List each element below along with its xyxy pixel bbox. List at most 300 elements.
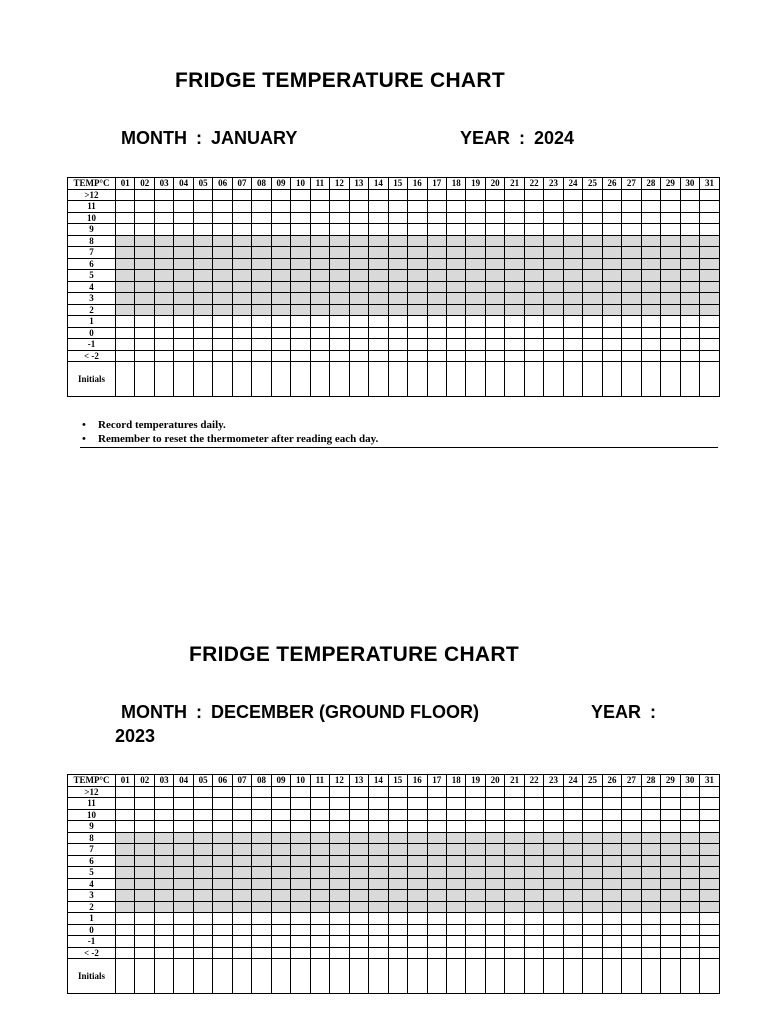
entry-cell[interactable] bbox=[232, 258, 251, 270]
entry-cell[interactable] bbox=[310, 844, 329, 856]
entry-cell[interactable] bbox=[446, 258, 465, 270]
entry-cell[interactable] bbox=[330, 936, 349, 948]
entry-cell[interactable] bbox=[232, 235, 251, 247]
entry-cell[interactable] bbox=[388, 913, 407, 925]
entry-cell[interactable] bbox=[193, 798, 212, 810]
entry-cell[interactable] bbox=[427, 821, 446, 833]
entry-cell[interactable] bbox=[193, 224, 212, 236]
entry-cell[interactable] bbox=[369, 936, 388, 948]
entry-cell[interactable] bbox=[485, 281, 504, 293]
entry-cell[interactable] bbox=[310, 890, 329, 902]
entry-cell[interactable] bbox=[252, 270, 271, 282]
entry-cell[interactable] bbox=[524, 304, 543, 316]
entry-cell[interactable] bbox=[252, 212, 271, 224]
entry-cell[interactable] bbox=[408, 890, 427, 902]
entry-cell[interactable] bbox=[505, 247, 524, 259]
entry-cell[interactable] bbox=[505, 350, 524, 362]
entry-cell[interactable] bbox=[466, 281, 485, 293]
entry-cell[interactable] bbox=[310, 316, 329, 328]
entry-cell[interactable] bbox=[661, 832, 680, 844]
entry-cell[interactable] bbox=[602, 339, 621, 351]
entry-cell[interactable] bbox=[544, 281, 563, 293]
entry-cell[interactable] bbox=[544, 786, 563, 798]
entry-cell[interactable] bbox=[641, 924, 660, 936]
entry-cell[interactable] bbox=[174, 212, 193, 224]
entry-cell[interactable] bbox=[661, 212, 680, 224]
entry-cell[interactable] bbox=[446, 798, 465, 810]
initials-cell[interactable] bbox=[310, 362, 329, 397]
entry-cell[interactable] bbox=[213, 844, 232, 856]
entry-cell[interactable] bbox=[310, 809, 329, 821]
entry-cell[interactable] bbox=[602, 270, 621, 282]
entry-cell[interactable] bbox=[641, 327, 660, 339]
entry-cell[interactable] bbox=[116, 235, 135, 247]
entry-cell[interactable] bbox=[116, 293, 135, 305]
entry-cell[interactable] bbox=[116, 327, 135, 339]
entry-cell[interactable] bbox=[252, 189, 271, 201]
entry-cell[interactable] bbox=[544, 212, 563, 224]
entry-cell[interactable] bbox=[232, 867, 251, 879]
entry-cell[interactable] bbox=[661, 867, 680, 879]
entry-cell[interactable] bbox=[330, 258, 349, 270]
entry-cell[interactable] bbox=[252, 844, 271, 856]
entry-cell[interactable] bbox=[680, 339, 699, 351]
entry-cell[interactable] bbox=[602, 247, 621, 259]
entry-cell[interactable] bbox=[427, 316, 446, 328]
entry-cell[interactable] bbox=[252, 281, 271, 293]
entry-cell[interactable] bbox=[466, 924, 485, 936]
entry-cell[interactable] bbox=[427, 258, 446, 270]
entry-cell[interactable] bbox=[174, 867, 193, 879]
entry-cell[interactable] bbox=[485, 316, 504, 328]
entry-cell[interactable] bbox=[154, 339, 173, 351]
entry-cell[interactable] bbox=[602, 844, 621, 856]
entry-cell[interactable] bbox=[446, 293, 465, 305]
entry-cell[interactable] bbox=[524, 832, 543, 844]
entry-cell[interactable] bbox=[232, 270, 251, 282]
initials-cell[interactable] bbox=[485, 959, 504, 994]
entry-cell[interactable] bbox=[602, 947, 621, 959]
entry-cell[interactable] bbox=[330, 212, 349, 224]
entry-cell[interactable] bbox=[330, 224, 349, 236]
entry-cell[interactable] bbox=[641, 258, 660, 270]
entry-cell[interactable] bbox=[641, 832, 660, 844]
entry-cell[interactable] bbox=[466, 913, 485, 925]
entry-cell[interactable] bbox=[427, 270, 446, 282]
initials-cell[interactable] bbox=[505, 362, 524, 397]
entry-cell[interactable] bbox=[466, 189, 485, 201]
entry-cell[interactable] bbox=[310, 947, 329, 959]
entry-cell[interactable] bbox=[466, 786, 485, 798]
entry-cell[interactable] bbox=[563, 350, 582, 362]
entry-cell[interactable] bbox=[388, 350, 407, 362]
entry-cell[interactable] bbox=[563, 855, 582, 867]
entry-cell[interactable] bbox=[369, 947, 388, 959]
entry-cell[interactable] bbox=[174, 798, 193, 810]
entry-cell[interactable] bbox=[232, 924, 251, 936]
entry-cell[interactable] bbox=[252, 247, 271, 259]
entry-cell[interactable] bbox=[505, 913, 524, 925]
entry-cell[interactable] bbox=[505, 212, 524, 224]
entry-cell[interactable] bbox=[232, 913, 251, 925]
entry-cell[interactable] bbox=[330, 293, 349, 305]
entry-cell[interactable] bbox=[154, 258, 173, 270]
entry-cell[interactable] bbox=[310, 832, 329, 844]
entry-cell[interactable] bbox=[174, 936, 193, 948]
entry-cell[interactable] bbox=[583, 304, 602, 316]
entry-cell[interactable] bbox=[213, 327, 232, 339]
entry-cell[interactable] bbox=[622, 258, 641, 270]
entry-cell[interactable] bbox=[700, 247, 720, 259]
entry-cell[interactable] bbox=[252, 258, 271, 270]
entry-cell[interactable] bbox=[388, 270, 407, 282]
entry-cell[interactable] bbox=[135, 327, 154, 339]
entry-cell[interactable] bbox=[369, 809, 388, 821]
entry-cell[interactable] bbox=[135, 913, 154, 925]
entry-cell[interactable] bbox=[135, 867, 154, 879]
entry-cell[interactable] bbox=[232, 798, 251, 810]
entry-cell[interactable] bbox=[116, 867, 135, 879]
entry-cell[interactable] bbox=[427, 281, 446, 293]
entry-cell[interactable] bbox=[174, 224, 193, 236]
entry-cell[interactable] bbox=[661, 890, 680, 902]
entry-cell[interactable] bbox=[271, 258, 290, 270]
entry-cell[interactable] bbox=[369, 821, 388, 833]
entry-cell[interactable] bbox=[700, 304, 720, 316]
entry-cell[interactable] bbox=[369, 270, 388, 282]
entry-cell[interactable] bbox=[271, 798, 290, 810]
entry-cell[interactable] bbox=[661, 924, 680, 936]
entry-cell[interactable] bbox=[446, 821, 465, 833]
entry-cell[interactable] bbox=[330, 809, 349, 821]
entry-cell[interactable] bbox=[291, 947, 310, 959]
entry-cell[interactable] bbox=[505, 201, 524, 213]
entry-cell[interactable] bbox=[213, 235, 232, 247]
entry-cell[interactable] bbox=[583, 890, 602, 902]
initials-cell[interactable] bbox=[193, 362, 212, 397]
entry-cell[interactable] bbox=[174, 316, 193, 328]
entry-cell[interactable] bbox=[408, 304, 427, 316]
entry-cell[interactable] bbox=[563, 821, 582, 833]
entry-cell[interactable] bbox=[641, 235, 660, 247]
entry-cell[interactable] bbox=[135, 235, 154, 247]
entry-cell[interactable] bbox=[446, 247, 465, 259]
initials-cell[interactable] bbox=[524, 959, 543, 994]
entry-cell[interactable] bbox=[271, 809, 290, 821]
entry-cell[interactable] bbox=[602, 901, 621, 913]
entry-cell[interactable] bbox=[544, 855, 563, 867]
entry-cell[interactable] bbox=[700, 832, 720, 844]
entry-cell[interactable] bbox=[661, 189, 680, 201]
entry-cell[interactable] bbox=[369, 201, 388, 213]
entry-cell[interactable] bbox=[622, 832, 641, 844]
entry-cell[interactable] bbox=[349, 798, 368, 810]
entry-cell[interactable] bbox=[310, 936, 329, 948]
entry-cell[interactable] bbox=[349, 281, 368, 293]
entry-cell[interactable] bbox=[544, 258, 563, 270]
entry-cell[interactable] bbox=[544, 304, 563, 316]
entry-cell[interactable] bbox=[641, 878, 660, 890]
entry-cell[interactable] bbox=[583, 936, 602, 948]
entry-cell[interactable] bbox=[622, 855, 641, 867]
entry-cell[interactable] bbox=[602, 924, 621, 936]
entry-cell[interactable] bbox=[583, 786, 602, 798]
entry-cell[interactable] bbox=[505, 258, 524, 270]
entry-cell[interactable] bbox=[427, 247, 446, 259]
entry-cell[interactable] bbox=[291, 890, 310, 902]
entry-cell[interactable] bbox=[388, 304, 407, 316]
entry-cell[interactable] bbox=[544, 867, 563, 879]
entry-cell[interactable] bbox=[291, 844, 310, 856]
entry-cell[interactable] bbox=[466, 258, 485, 270]
entry-cell[interactable] bbox=[369, 258, 388, 270]
entry-cell[interactable] bbox=[641, 809, 660, 821]
entry-cell[interactable] bbox=[700, 786, 720, 798]
entry-cell[interactable] bbox=[583, 235, 602, 247]
entry-cell[interactable] bbox=[427, 809, 446, 821]
entry-cell[interactable] bbox=[116, 809, 135, 821]
entry-cell[interactable] bbox=[524, 189, 543, 201]
entry-cell[interactable] bbox=[154, 350, 173, 362]
entry-cell[interactable] bbox=[291, 936, 310, 948]
entry-cell[interactable] bbox=[544, 201, 563, 213]
entry-cell[interactable] bbox=[563, 947, 582, 959]
entry-cell[interactable] bbox=[602, 235, 621, 247]
entry-cell[interactable] bbox=[641, 798, 660, 810]
entry-cell[interactable] bbox=[602, 809, 621, 821]
entry-cell[interactable] bbox=[544, 350, 563, 362]
initials-cell[interactable] bbox=[174, 959, 193, 994]
entry-cell[interactable] bbox=[544, 235, 563, 247]
entry-cell[interactable] bbox=[524, 867, 543, 879]
entry-cell[interactable] bbox=[271, 786, 290, 798]
initials-cell[interactable] bbox=[116, 959, 135, 994]
entry-cell[interactable] bbox=[602, 855, 621, 867]
entry-cell[interactable] bbox=[330, 867, 349, 879]
entry-cell[interactable] bbox=[271, 936, 290, 948]
entry-cell[interactable] bbox=[641, 201, 660, 213]
entry-cell[interactable] bbox=[641, 224, 660, 236]
entry-cell[interactable] bbox=[193, 890, 212, 902]
entry-cell[interactable] bbox=[174, 890, 193, 902]
entry-cell[interactable] bbox=[213, 293, 232, 305]
entry-cell[interactable] bbox=[700, 293, 720, 305]
entry-cell[interactable] bbox=[524, 350, 543, 362]
entry-cell[interactable] bbox=[154, 270, 173, 282]
entry-cell[interactable] bbox=[583, 270, 602, 282]
entry-cell[interactable] bbox=[661, 247, 680, 259]
entry-cell[interactable] bbox=[583, 821, 602, 833]
entry-cell[interactable] bbox=[349, 224, 368, 236]
entry-cell[interactable] bbox=[622, 901, 641, 913]
entry-cell[interactable] bbox=[369, 832, 388, 844]
entry-cell[interactable] bbox=[154, 304, 173, 316]
entry-cell[interactable] bbox=[271, 224, 290, 236]
entry-cell[interactable] bbox=[116, 281, 135, 293]
entry-cell[interactable] bbox=[310, 913, 329, 925]
entry-cell[interactable] bbox=[427, 867, 446, 879]
entry-cell[interactable] bbox=[310, 270, 329, 282]
entry-cell[interactable] bbox=[135, 304, 154, 316]
entry-cell[interactable] bbox=[310, 189, 329, 201]
entry-cell[interactable] bbox=[641, 901, 660, 913]
entry-cell[interactable] bbox=[641, 821, 660, 833]
entry-cell[interactable] bbox=[271, 201, 290, 213]
entry-cell[interactable] bbox=[602, 936, 621, 948]
entry-cell[interactable] bbox=[641, 339, 660, 351]
entry-cell[interactable] bbox=[446, 878, 465, 890]
entry-cell[interactable] bbox=[700, 258, 720, 270]
entry-cell[interactable] bbox=[135, 316, 154, 328]
entry-cell[interactable] bbox=[193, 201, 212, 213]
entry-cell[interactable] bbox=[174, 304, 193, 316]
entry-cell[interactable] bbox=[193, 327, 212, 339]
entry-cell[interactable] bbox=[369, 913, 388, 925]
entry-cell[interactable] bbox=[583, 189, 602, 201]
entry-cell[interactable] bbox=[505, 235, 524, 247]
entry-cell[interactable] bbox=[291, 867, 310, 879]
entry-cell[interactable] bbox=[271, 339, 290, 351]
entry-cell[interactable] bbox=[680, 901, 699, 913]
entry-cell[interactable] bbox=[680, 327, 699, 339]
entry-cell[interactable] bbox=[349, 327, 368, 339]
entry-cell[interactable] bbox=[232, 189, 251, 201]
entry-cell[interactable] bbox=[388, 867, 407, 879]
entry-cell[interactable] bbox=[563, 924, 582, 936]
entry-cell[interactable] bbox=[271, 270, 290, 282]
entry-cell[interactable] bbox=[193, 867, 212, 879]
entry-cell[interactable] bbox=[680, 212, 699, 224]
entry-cell[interactable] bbox=[116, 832, 135, 844]
entry-cell[interactable] bbox=[661, 201, 680, 213]
entry-cell[interactable] bbox=[427, 304, 446, 316]
entry-cell[interactable] bbox=[563, 786, 582, 798]
initials-cell[interactable] bbox=[622, 959, 641, 994]
entry-cell[interactable] bbox=[680, 947, 699, 959]
entry-cell[interactable] bbox=[154, 890, 173, 902]
entry-cell[interactable] bbox=[680, 832, 699, 844]
entry-cell[interactable] bbox=[583, 924, 602, 936]
entry-cell[interactable] bbox=[232, 821, 251, 833]
entry-cell[interactable] bbox=[330, 924, 349, 936]
initials-cell[interactable] bbox=[466, 959, 485, 994]
entry-cell[interactable] bbox=[135, 878, 154, 890]
entry-cell[interactable] bbox=[154, 924, 173, 936]
entry-cell[interactable] bbox=[193, 878, 212, 890]
initials-cell[interactable] bbox=[408, 362, 427, 397]
entry-cell[interactable] bbox=[349, 258, 368, 270]
entry-cell[interactable] bbox=[388, 890, 407, 902]
entry-cell[interactable] bbox=[310, 867, 329, 879]
entry-cell[interactable] bbox=[310, 350, 329, 362]
entry-cell[interactable] bbox=[427, 844, 446, 856]
entry-cell[interactable] bbox=[544, 189, 563, 201]
initials-cell[interactable] bbox=[349, 362, 368, 397]
entry-cell[interactable] bbox=[641, 786, 660, 798]
entry-cell[interactable] bbox=[213, 270, 232, 282]
entry-cell[interactable] bbox=[583, 339, 602, 351]
entry-cell[interactable] bbox=[563, 201, 582, 213]
entry-cell[interactable] bbox=[466, 947, 485, 959]
entry-cell[interactable] bbox=[408, 878, 427, 890]
entry-cell[interactable] bbox=[680, 316, 699, 328]
entry-cell[interactable] bbox=[408, 947, 427, 959]
entry-cell[interactable] bbox=[700, 924, 720, 936]
entry-cell[interactable] bbox=[505, 316, 524, 328]
initials-cell[interactable] bbox=[446, 362, 465, 397]
entry-cell[interactable] bbox=[661, 901, 680, 913]
entry-cell[interactable] bbox=[700, 878, 720, 890]
entry-cell[interactable] bbox=[427, 913, 446, 925]
entry-cell[interactable] bbox=[602, 890, 621, 902]
entry-cell[interactable] bbox=[524, 786, 543, 798]
entry-cell[interactable] bbox=[408, 235, 427, 247]
entry-cell[interactable] bbox=[466, 293, 485, 305]
entry-cell[interactable] bbox=[427, 936, 446, 948]
initials-cell[interactable] bbox=[291, 959, 310, 994]
entry-cell[interactable] bbox=[135, 924, 154, 936]
entry-cell[interactable] bbox=[622, 339, 641, 351]
entry-cell[interactable] bbox=[310, 786, 329, 798]
entry-cell[interactable] bbox=[330, 270, 349, 282]
entry-cell[interactable] bbox=[544, 913, 563, 925]
entry-cell[interactable] bbox=[116, 924, 135, 936]
entry-cell[interactable] bbox=[349, 350, 368, 362]
initials-cell[interactable] bbox=[213, 362, 232, 397]
entry-cell[interactable] bbox=[505, 878, 524, 890]
entry-cell[interactable] bbox=[680, 878, 699, 890]
entry-cell[interactable] bbox=[174, 281, 193, 293]
entry-cell[interactable] bbox=[446, 304, 465, 316]
entry-cell[interactable] bbox=[232, 212, 251, 224]
entry-cell[interactable] bbox=[602, 304, 621, 316]
entry-cell[interactable] bbox=[544, 270, 563, 282]
entry-cell[interactable] bbox=[700, 867, 720, 879]
entry-cell[interactable] bbox=[505, 189, 524, 201]
entry-cell[interactable] bbox=[291, 224, 310, 236]
entry-cell[interactable] bbox=[680, 350, 699, 362]
entry-cell[interactable] bbox=[193, 212, 212, 224]
entry-cell[interactable] bbox=[252, 936, 271, 948]
entry-cell[interactable] bbox=[291, 189, 310, 201]
entry-cell[interactable] bbox=[135, 844, 154, 856]
entry-cell[interactable] bbox=[330, 247, 349, 259]
entry-cell[interactable] bbox=[622, 878, 641, 890]
entry-cell[interactable] bbox=[271, 844, 290, 856]
entry-cell[interactable] bbox=[116, 786, 135, 798]
entry-cell[interactable] bbox=[193, 281, 212, 293]
initials-cell[interactable] bbox=[583, 959, 602, 994]
entry-cell[interactable] bbox=[544, 247, 563, 259]
entry-cell[interactable] bbox=[680, 293, 699, 305]
entry-cell[interactable] bbox=[408, 339, 427, 351]
entry-cell[interactable] bbox=[700, 821, 720, 833]
entry-cell[interactable] bbox=[563, 809, 582, 821]
entry-cell[interactable] bbox=[680, 867, 699, 879]
entry-cell[interactable] bbox=[271, 316, 290, 328]
initials-cell[interactable] bbox=[641, 362, 660, 397]
entry-cell[interactable] bbox=[427, 350, 446, 362]
entry-cell[interactable] bbox=[154, 247, 173, 259]
entry-cell[interactable] bbox=[602, 189, 621, 201]
entry-cell[interactable] bbox=[446, 786, 465, 798]
entry-cell[interactable] bbox=[524, 924, 543, 936]
entry-cell[interactable] bbox=[213, 798, 232, 810]
entry-cell[interactable] bbox=[154, 821, 173, 833]
entry-cell[interactable] bbox=[154, 867, 173, 879]
entry-cell[interactable] bbox=[154, 235, 173, 247]
entry-cell[interactable] bbox=[544, 890, 563, 902]
